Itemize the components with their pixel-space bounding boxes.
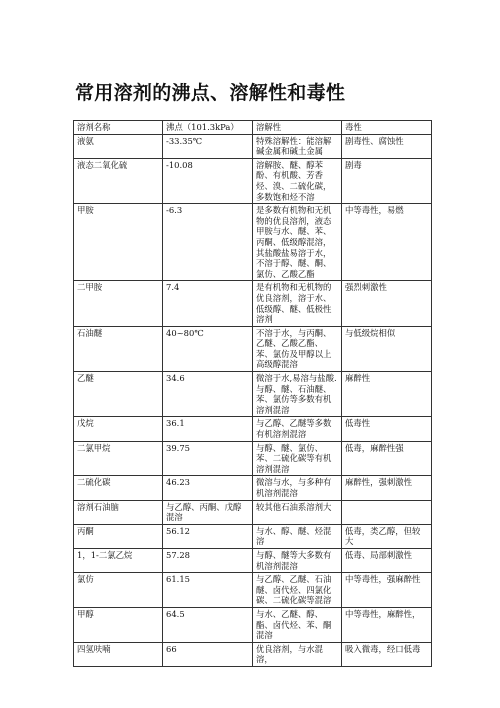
cell-solvent-name: 甲醇 <box>74 607 163 642</box>
cell-toxicity: 中等毒性，麻醉性， <box>342 607 432 642</box>
cell-solvent-name: 丙酮 <box>74 524 163 548</box>
cell-solubility: 是有机物和无机物的优良溶剂，溶于水、低级醇、醚、低极性溶剂 <box>253 281 342 326</box>
cell-toxicity <box>342 500 432 524</box>
cell-toxicity: 强烈刺激性 <box>342 281 432 326</box>
cell-toxicity: 低毒、局部刺激性 <box>342 548 432 572</box>
table-row <box>74 476 432 500</box>
cell-boiling-point: 与乙醇、丙酮、戊醇混溶 <box>163 500 253 524</box>
table-header-row <box>74 121 432 135</box>
cell-boiling-point: -6.3 <box>163 204 253 281</box>
header-solubility: 溶解性 <box>253 121 342 135</box>
table-row <box>74 573 432 608</box>
header-solvent-name: 溶剂名称 <box>74 121 163 135</box>
table-row <box>74 548 432 572</box>
page-title: 常用溶剂的沸点、溶解性和毒性 <box>75 82 346 104</box>
cell-toxicity: 与低级烷相似 <box>342 326 432 371</box>
cell-boiling-point: 57.28 <box>163 548 253 572</box>
cell-solubility: 溶解胺、醚、醇苯酚、有机酸、芳香烃、溴、二硫化碳，多数饱和烃不溶 <box>253 158 342 203</box>
table-row <box>74 134 432 158</box>
table-row <box>74 372 432 417</box>
cell-solubility: 与醇、醚等大多数有机溶剂混溶 <box>253 548 342 572</box>
table-row <box>74 500 432 524</box>
cell-solubility: 与乙醇、乙醚等多数有机溶剂混溶 <box>253 417 342 441</box>
cell-solubility: 不溶于水，与丙酮、乙醚、乙酸乙酯、苯、氯仿及甲醇以上高级醇混溶 <box>253 326 342 371</box>
cell-boiling-point: 64.5 <box>163 607 253 642</box>
cell-solvent-name: 甲胺 <box>74 204 163 281</box>
cell-solubility: 与水、醇、醚、烃混溶 <box>253 524 342 548</box>
cell-toxicity: 剧毒性、腐蚀性 <box>342 134 432 158</box>
cell-toxicity: 低毒，类乙醇，但较大 <box>342 524 432 548</box>
cell-solvent-name: 氯仿 <box>74 573 163 608</box>
cell-solvent-name: 石油醚 <box>74 326 163 371</box>
cell-toxicity: 麻醉性，强刺激性 <box>342 476 432 500</box>
cell-toxicity: 中等毒性，易燃 <box>342 204 432 281</box>
header-toxicity: 毒性 <box>342 121 432 135</box>
cell-boiling-point: 61.15 <box>163 573 253 608</box>
cell-solvent-name: 溶剂石油脑 <box>74 500 163 524</box>
table-row <box>74 524 432 548</box>
cell-solvent-name: 二硫化碳 <box>74 476 163 500</box>
table-row <box>74 204 432 281</box>
cell-solubility: 较其他石油系溶剂大 <box>253 500 342 524</box>
table-row <box>74 417 432 441</box>
table-row <box>74 642 432 666</box>
cell-solvent-name: 1，1-二氯乙烷 <box>74 548 163 572</box>
cell-solubility: 优良溶剂，与水混溶， <box>253 642 342 666</box>
table-row <box>74 158 432 203</box>
cell-toxicity: 低毒性 <box>342 417 432 441</box>
cell-solvent-name: 液氨 <box>74 134 163 158</box>
header-boiling-point: 沸点（101.3kPa） <box>163 121 253 135</box>
cell-solvent-name: 戊烷 <box>74 417 163 441</box>
cell-boiling-point: 56.12 <box>163 524 253 548</box>
cell-boiling-point: 36.1 <box>163 417 253 441</box>
cell-toxicity: 中等毒性，强麻醉性 <box>342 573 432 608</box>
table-body <box>74 134 432 666</box>
solvent-table <box>73 120 432 667</box>
cell-solvent-name: 四氢呋喃 <box>74 642 163 666</box>
cell-boiling-point: 39.75 <box>163 441 253 476</box>
cell-boiling-point: 46.23 <box>163 476 253 500</box>
cell-toxicity: 剧毒 <box>342 158 432 203</box>
table-row <box>74 281 432 326</box>
cell-boiling-point: -33.35℃ <box>163 134 253 158</box>
cell-solubility: 特殊溶解性：能溶解碱金属和碱土金属 <box>253 134 342 158</box>
cell-solubility: 与乙醇、乙醚、石油醚、卤代烃、四氯化碳、二硫化碳等混溶 <box>253 573 342 608</box>
cell-toxicity: 低毒，麻醉性强 <box>342 441 432 476</box>
cell-solubility: 与水、乙醚、醇、酯、卤代烃、苯、酮混溶 <box>253 607 342 642</box>
cell-solubility: 微溶于水,易溶与盐酸.与醇、醚、石油醚、苯、氯仿等多数有机溶剂混溶 <box>253 372 342 417</box>
cell-boiling-point: -10.08 <box>163 158 253 203</box>
cell-solvent-name: 二甲胺 <box>74 281 163 326</box>
cell-solvent-name: 液态二氧化硫 <box>74 158 163 203</box>
cell-solubility: 是多数有机物和无机物的优良溶剂，液态甲胺与水、醚、苯、丙酮、低级醇混溶，其盐酸盐易溶于水，不溶于醇、醚、酮、氯仿、乙酸乙酯 <box>253 204 342 281</box>
cell-toxicity: 吸入微毒，经口低毒 <box>342 642 432 666</box>
table-row <box>74 441 432 476</box>
cell-solvent-name: 二氯甲烷 <box>74 441 163 476</box>
cell-solvent-name: 乙醚 <box>74 372 163 417</box>
table-row <box>74 326 432 371</box>
cell-boiling-point: 7.4 <box>163 281 253 326</box>
cell-boiling-point: 40~80℃ <box>163 326 253 371</box>
table-row <box>74 607 432 642</box>
cell-solubility: 微溶与水，与多种有机溶剂混溶 <box>253 476 342 500</box>
cell-toxicity: 麻醉性 <box>342 372 432 417</box>
cell-boiling-point: 34.6 <box>163 372 253 417</box>
cell-solubility: 与醇、醚、氯仿、苯、二硫化碳等有机溶剂混溶 <box>253 441 342 476</box>
cell-boiling-point: 66 <box>163 642 253 666</box>
